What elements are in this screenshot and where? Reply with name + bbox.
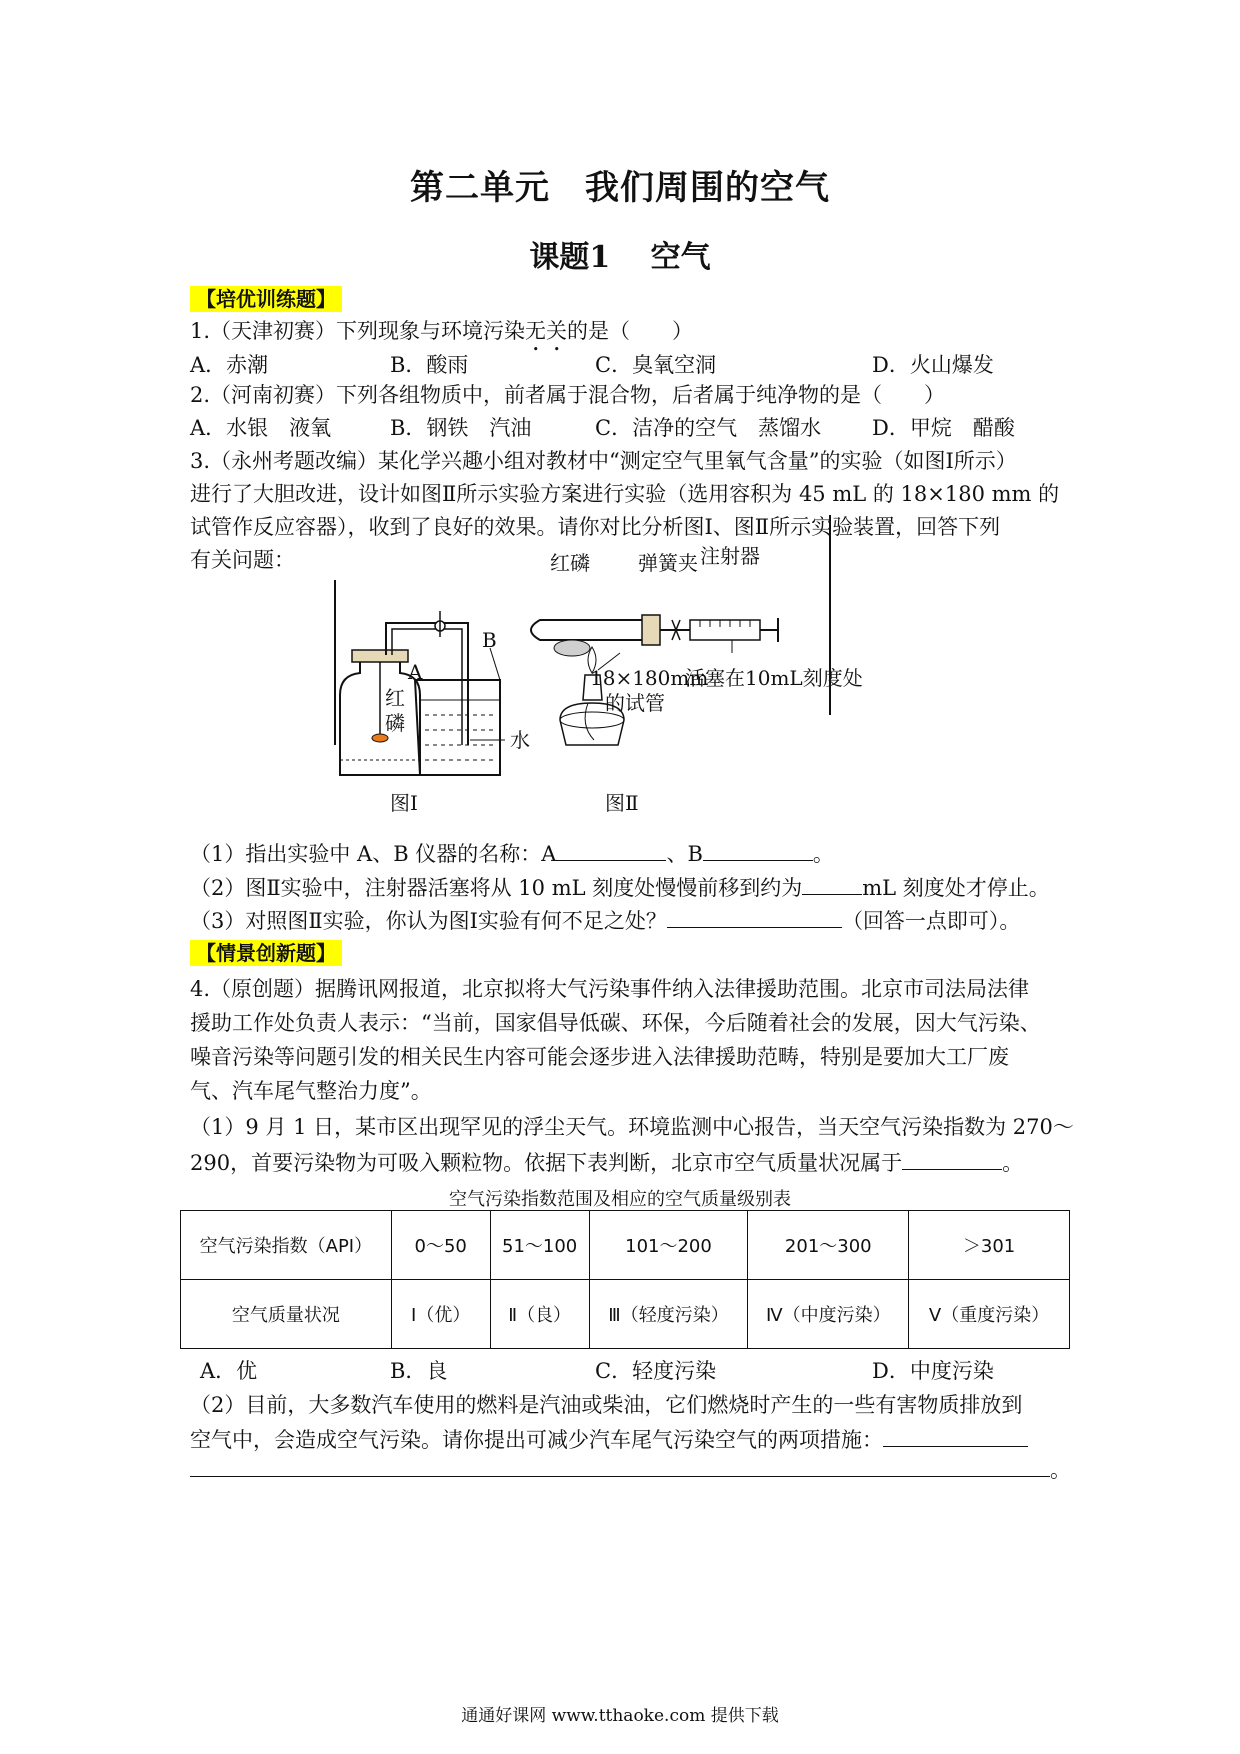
- label-syringe: 注射器: [700, 544, 760, 568]
- option-c: C．臭氧空洞: [595, 353, 717, 377]
- question-4-sub-2-line-1: （2）目前，大多数汽车使用的燃料是汽油或柴油，它们燃烧时产生的一些有害物质排放到: [190, 1393, 1023, 1417]
- question-3-sub-3: （3）对照图Ⅱ实验，你认为图Ⅰ实验有何不足之处？ （回答一点即可）。: [190, 905, 1020, 936]
- question-3-line: 3.（永州考题改编）某化学兴趣小组对教材中“测定空气里氧气含量”的实验（如图Ⅰ所示）: [190, 449, 1017, 473]
- label-red-phosphorus-2: 磷: [385, 711, 405, 735]
- label-red-phosphorus-1: 红: [385, 686, 405, 710]
- question-2-options: [190, 413, 1070, 443]
- table-cell: Ⅲ（轻度污染）: [589, 1280, 748, 1349]
- table-row: [181, 1211, 1070, 1280]
- option-b: B．酸雨: [390, 353, 469, 377]
- label-water: 水: [510, 728, 530, 752]
- option-b: B．良: [390, 1359, 448, 1383]
- option-c: C．轻度污染: [595, 1359, 717, 1383]
- table-cell: ＞301: [909, 1211, 1070, 1280]
- table-row: [181, 1280, 1070, 1349]
- table-cell: Ⅴ（重度污染）: [909, 1280, 1070, 1349]
- label-a: A: [408, 660, 423, 684]
- question-3-line: 进行了大胆改进，设计如图Ⅱ所示实验方案进行实验（选用容积为 45 mL 的 18×180 mm 的: [190, 482, 1060, 506]
- label-test-tube: 的试管: [605, 691, 665, 715]
- option-d: D．甲烷 醋酸: [872, 416, 1015, 440]
- option-d: D．中度污染: [872, 1359, 994, 1383]
- answer-blank-b[interactable]: [703, 838, 813, 861]
- section-label: 【培优训练题】: [190, 286, 342, 312]
- label-red-phosphorus: 红磷: [550, 551, 590, 575]
- question-4-sub-2-line-2: 空气中，会造成空气污染。请你提出可减少汽车尾气污染空气的两项措施：: [190, 1424, 1028, 1455]
- section-tag-scenario: [190, 940, 342, 966]
- question-4-sub-1-line-1: （1）9 月 1 日，某市区出现罕见的浮尘天气。环境监测中心报告，当天空气污染指数为 270～: [190, 1115, 1074, 1139]
- question-3-line: 有关问题：: [190, 548, 295, 572]
- question-4-options: [200, 1356, 1070, 1386]
- option-a: A．赤潮: [190, 353, 269, 377]
- option-a: A．优: [200, 1359, 258, 1383]
- option-d: D．火山爆发: [872, 353, 994, 377]
- option-a: A．水银 液氧: [190, 416, 332, 440]
- question-3-line: 试管作反应容器），收到了良好的效果。请你对比分析图Ⅰ、图Ⅱ所示实验装置，回答下列: [190, 515, 1001, 539]
- question-3-sub-1: （1）指出实验中 A、B 仪器的名称：A 、B 。: [190, 838, 834, 869]
- table-cell: Ⅰ（优）: [391, 1280, 490, 1349]
- question-4-sub-1-line-2: 290，首要污染物为可吸入颗粒物。依据下表判断，北京市空气质量状况属于 。: [190, 1147, 1023, 1178]
- table-cell: 空气污染指数（API）: [181, 1211, 392, 1280]
- option-c: C．洁净的空气 蒸馏水: [595, 416, 822, 440]
- table-cell: 0～50: [391, 1211, 490, 1280]
- lesson-title: 课题1 空气: [529, 240, 711, 275]
- option-b: B．钢铁 汽油: [390, 416, 532, 440]
- table-caption: 空气污染指数范围及相应的空气质量级别表: [449, 1189, 791, 1210]
- table-cell: 51～100: [490, 1211, 589, 1280]
- question-1-stem: 1.（天津初赛）下列现象与环境污染无关的是（ ）: [190, 319, 694, 343]
- figure-1-caption: 图Ⅰ: [390, 791, 418, 815]
- answer-blank-measures-continued[interactable]: [190, 1454, 1050, 1477]
- question-1-options: [190, 350, 1070, 380]
- section-label: 【情景创新题】: [190, 940, 342, 966]
- table-cell: Ⅳ（中度污染）: [748, 1280, 909, 1349]
- label-tube-size: 18×180mm: [590, 666, 709, 690]
- table-cell: 空气质量状况: [181, 1280, 392, 1349]
- api-table: [180, 1210, 1070, 1349]
- label-piston: 活塞在10mL刻度处: [685, 666, 863, 690]
- question-4-line: 气、汽车尾气整治力度”。: [190, 1079, 432, 1103]
- section-tag-training: [190, 286, 342, 312]
- label-b: B: [482, 628, 497, 652]
- question-4-line: 噪音污染等问题引发的相关民生内容可能会逐步进入法律援助范畴，特别是要加大工厂废: [190, 1045, 1009, 1069]
- page-title: 第二单元 我们周围的空气: [410, 168, 830, 208]
- question-3-sub-2: （2）图Ⅱ实验中，注射器活塞将从 10 mL 刻度处慢慢前移到约为 mL 刻度处才停止。: [190, 872, 1050, 903]
- page-footer: 通通好课网 www.tthaoke.com 提供下载: [461, 1706, 779, 1726]
- label-spring-clamp: 弹簧夹: [638, 551, 698, 575]
- answer-blank-measures[interactable]: [883, 1424, 1028, 1447]
- table-cell: 201～300: [748, 1211, 909, 1280]
- figure-1-apparatus: [335, 580, 530, 815]
- experiment-figure: [300, 544, 950, 815]
- answer-blank-shortcoming[interactable]: [667, 905, 842, 928]
- table-cell: Ⅱ（良）: [490, 1280, 589, 1349]
- answer-blank-volume[interactable]: [802, 872, 862, 895]
- question-2-stem: 2.（河南初赛）下列各组物质中，前者属于混合物，后者属于纯净物的是（ ）: [190, 383, 946, 407]
- table-cell: 101～200: [589, 1211, 748, 1280]
- question-4-sub-2-line-3: 。: [190, 1454, 1071, 1485]
- question-4-line: 4.（原创题）据腾讯网报道，北京拟将大气污染事件纳入法律援助范围。北京市司法局法律: [190, 977, 1030, 1001]
- question-4-line: 援助工作处负责人表示：“当前，国家倡导低碳、环保，今后随着社会的发展，因大气污染、: [190, 1011, 1041, 1035]
- answer-blank-a[interactable]: [556, 838, 666, 861]
- answer-blank-air-quality[interactable]: [902, 1147, 1002, 1170]
- figure-2-caption: 图Ⅱ: [605, 791, 639, 815]
- figure-2-apparatus: [531, 515, 863, 815]
- emphasis-text: 无关: [525, 319, 568, 343]
